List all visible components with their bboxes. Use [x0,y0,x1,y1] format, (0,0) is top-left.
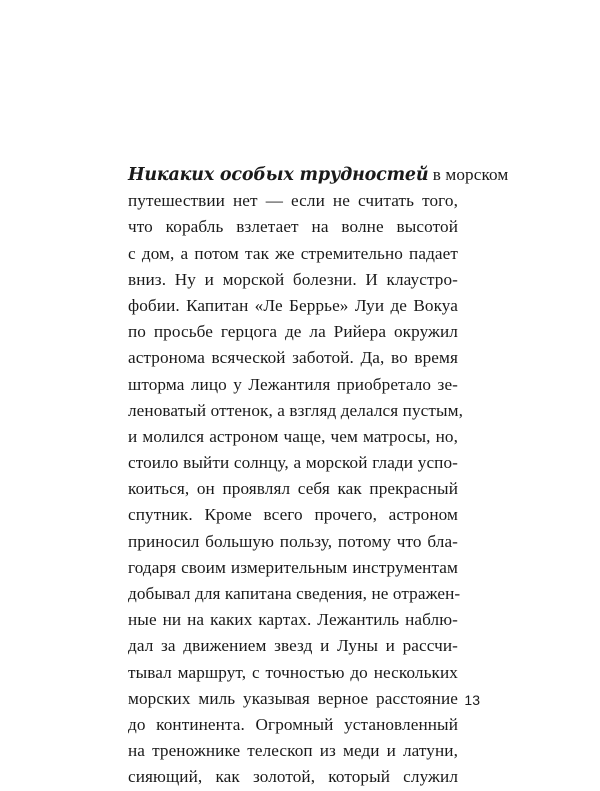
text-line: ные ни на каких картах. Лежантиль наблю- [128,610,458,630]
text-line: леноватый оттенок, а взгляд делался пустым, [128,400,463,420]
text-line: спутник. Кроме всего прочего, астроном [128,505,458,525]
text-line [128,162,509,188]
text-line: приносил большую пользу, потому что бла- [128,531,458,551]
text-line: годаря своим измерительным инструментам [128,557,458,577]
text-line: коиться, он проявлял себя как прекрасный [128,479,458,499]
text-line: по просьбе герцога де ла Рийера окружил [128,322,458,342]
text-line: сияющий, как золотой, который служил [128,767,458,787]
text-line: морских миль указывая верное расстояние [128,688,458,708]
text-line: астронома всяческой заботой. Да, во время [128,348,458,368]
text-line: фобии. Капитан «Ле Беррье» Луи де Вокуа [128,295,458,315]
text-fragment: в морском [432,165,509,184]
text-line: на треножнике телескоп из меди и латуни, [128,741,458,761]
text-line: тывал маршрут, с точностью до нескольких [128,662,458,682]
page-number: 13 [464,692,480,708]
text-line: стоило выйти солнцу, а морской глади успо- [128,453,458,473]
text-line: дал за движением звезд и Луны и рассчи- [128,636,458,656]
text-line: вниз. Ну и морской болезни. И клаустро- [128,269,458,289]
text-line: и молился астроном чаще, чем матросы, но, [128,426,458,446]
text-line: что корабль взлетает на волне высотой [128,217,458,237]
text-line: до континента. Огромный установленный [128,714,458,734]
text-line: с дом, а потом так же стремительно падает [128,243,458,263]
text-line: путешествии нет — если не считать того, [128,191,458,211]
text-line: шторма лицо у Лежантиля приобретало зе- [128,374,458,394]
lead-in-heading: Никаких особых трудностей [128,165,429,185]
text-line: добывал для капитана сведения, не отражен- [128,584,461,603]
